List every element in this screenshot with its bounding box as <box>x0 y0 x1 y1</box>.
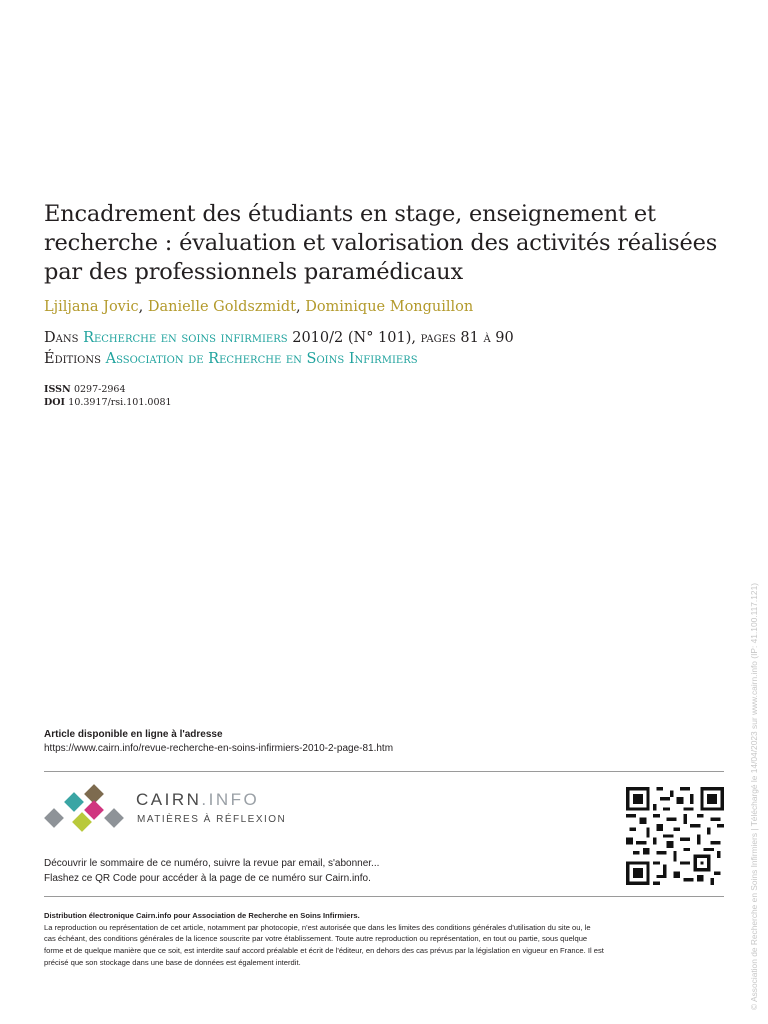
author-link[interactable]: Dominique Monguillon <box>305 299 474 315</box>
distribution-line: La reproduction ou représentation de cet article, notamment par photocopie, n'est autorisée que dans les limites des conditions générales d'utilisation du site ou, le <box>44 922 591 932</box>
author-link[interactable]: Danielle Goldszmidt <box>147 299 296 315</box>
logo-square-pink <box>84 800 104 820</box>
author-link[interactable]: Ljiljana Jovic <box>44 299 139 315</box>
issn-value: 0297-2964 <box>73 384 126 395</box>
dans-label: Dans <box>44 330 79 346</box>
brand-main: CAIRN <box>136 790 202 809</box>
discover-line: Flashez ce QR Code pour accéder à la page de ce numéro sur Cairn.info. <box>44 873 371 884</box>
availability-heading: Article disponible en ligne à l'adresse <box>44 729 223 740</box>
qr-code-icon[interactable] <box>626 787 724 885</box>
discover-line: Découvrir le sommaire de ce numéro, suivre la revue par email, s'abonner... <box>44 858 380 869</box>
pages-separator: , <box>411 330 417 346</box>
author-separator: , <box>295 299 306 315</box>
download-watermark: © Association de Recherche en Soins Infirmiers | Téléchargé le 14/04/2023 sur www.cairn.info (IP: 41.100.117.121) <box>749 582 759 1010</box>
brand-name <box>136 790 259 810</box>
discover-block <box>44 856 379 886</box>
logo-square-grey-right <box>104 808 124 828</box>
doi-label: DOI <box>44 397 65 408</box>
article-url-link[interactable]: https://www.cairn.info/revue-recherche-en-soins-infirmiers-2010-2-page-81.htm <box>44 743 394 754</box>
journal-line <box>44 328 514 349</box>
distribution-line: précisé que son stockage dans une base de données est également interdit. <box>44 957 301 967</box>
divider <box>44 896 724 897</box>
publication-info <box>44 328 514 370</box>
distribution-heading: Distribution électronique Cairn.info pour Association de Recherche en Soins Infirmiers. <box>44 911 360 920</box>
page-range: pages 81 à 90 <box>420 330 514 346</box>
distribution-notice <box>44 910 724 969</box>
logo-square-teal <box>64 792 84 812</box>
doi-value: 10.3917/rsi.101.0081 <box>68 397 172 408</box>
distribution-line: forme et de quelque manière que ce soit, est interdite sauf accord préalable et écrit de l'éditeur, en dehors des cas prévus par la législation en vigueur en France. Il est <box>44 946 604 956</box>
cairn-logo-icon <box>44 784 134 838</box>
brand-suffix: .INFO <box>201 790 260 809</box>
availability-block <box>44 728 393 756</box>
distribution-line: cas échéant, des conditions générales de la licence souscrite par votre établissement. Toute autre reproduction ou représentation, en tout ou partie, sous quelque <box>44 934 588 944</box>
author-list <box>44 299 473 315</box>
logo-square-grey-left <box>44 808 64 828</box>
logo-square-lime <box>72 812 92 832</box>
doi-line <box>44 396 172 409</box>
journal-link[interactable]: Recherche en soins infirmiers <box>83 330 288 346</box>
issue-number: 2010/2 (N° 101) <box>292 330 412 346</box>
identifiers <box>44 383 172 409</box>
issn-label: ISSN <box>44 384 71 395</box>
publisher-link[interactable]: Association de Recherche en Soins Infirmiers <box>105 351 418 367</box>
article-title: Encadrement des étudiants en stage, enseignement et recherche : évaluation et valorisation des activités réalisées par des professionnels paramédicaux <box>44 201 718 285</box>
brand-tagline: MATIÈRES À RÉFLEXION <box>137 814 287 825</box>
publisher-line <box>44 349 514 370</box>
divider <box>44 771 724 772</box>
issn-line <box>44 383 172 396</box>
author-separator: , <box>138 299 148 315</box>
editions-label: Éditions <box>44 351 101 367</box>
